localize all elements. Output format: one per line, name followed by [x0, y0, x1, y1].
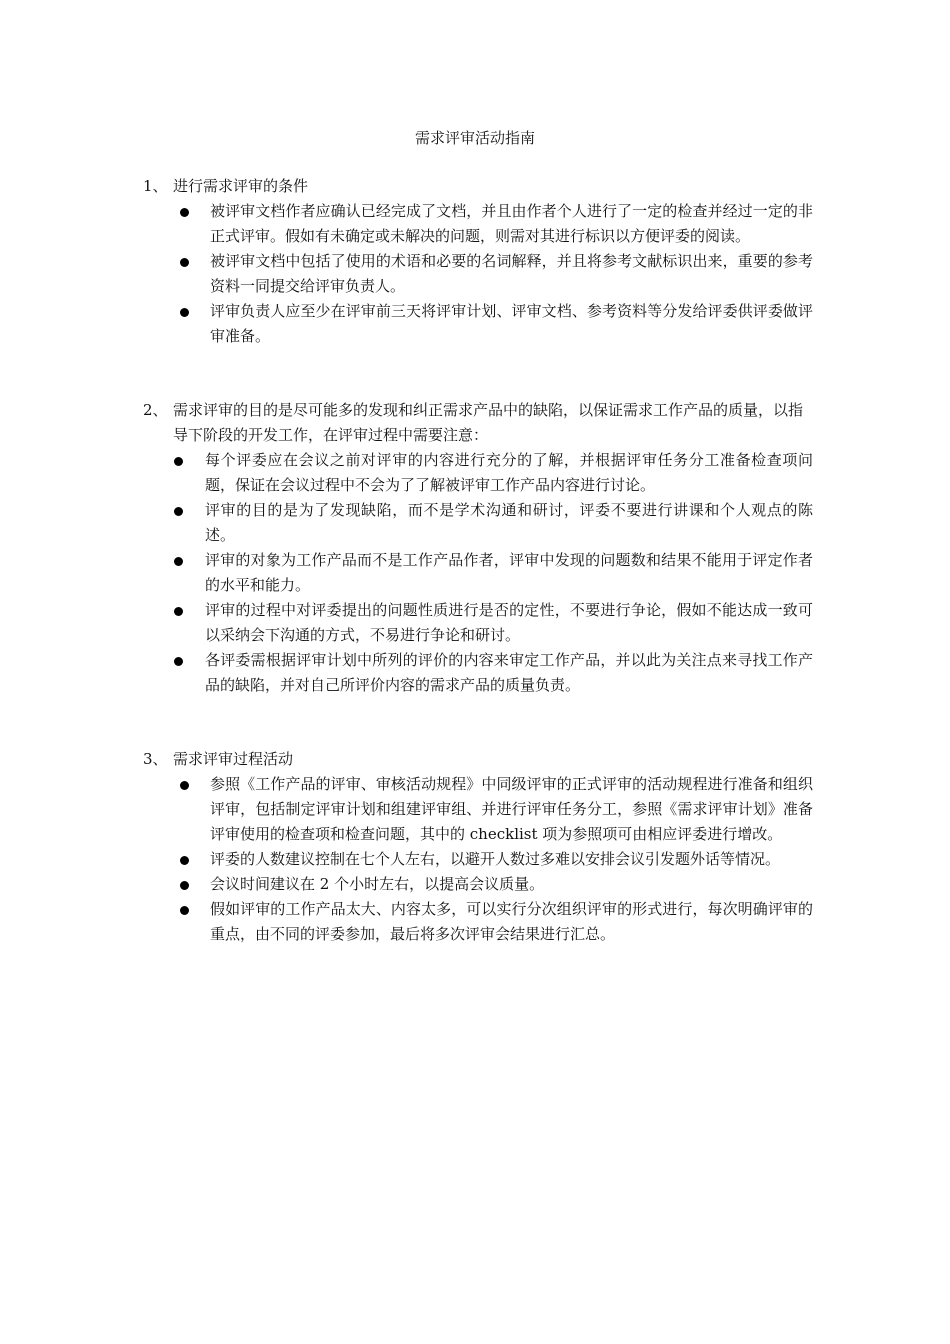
section-number: 2、 [143, 401, 168, 419]
list-item [143, 548, 813, 598]
bullet-dot-icon [180, 208, 189, 217]
list-item [143, 299, 813, 349]
list-item [143, 598, 813, 648]
list-item-text: 评委的人数建议控制在七个人左右，以避开人数过多难以安排会议引发题外话等情况。 [210, 850, 781, 868]
bullet-dot-icon [174, 457, 183, 466]
bullet-dot-icon [174, 607, 183, 616]
list-item [143, 847, 813, 872]
section-heading-text: 需求评审的目的是尽可能多的发现和纠正需求产品中的缺陷，以保证需求工作产品的质量，以指导下阶段的开发工作，在评审过程中需要注意： [173, 401, 804, 444]
bullet-dot-icon [174, 507, 183, 516]
list-item-text: 参照《工作产品的评审、审核活动规程》中同级评审的正式评审的活动规程进行准备和组织评审，包括制定评审计划和组建评审组、并进行评审任务分工，参照《需求评审计划》准备评审使用的检查项和检查问题，其中的 checklist 项为参照项可由相应评委进行增改。 [210, 775, 813, 843]
section-heading-text: 需求评审过程活动 [173, 750, 294, 768]
section-heading [143, 398, 813, 448]
list-item-text: 各评委需根据评审计划中所列的评价的内容来审定工作产品，并以此为关注点来寻找工作产品的缺陷，并对自己所评价内容的需求产品的质量负责。 [205, 651, 813, 694]
list-item-text: 评审负责人应至少在评审前三天将评审计划、评审文档、参考资料等分发给评委供评委做评审准备。 [210, 302, 813, 345]
bullet-dot-icon [180, 906, 189, 915]
list-item-text: 评审的目的是为了发现缺陷，而不是学术沟通和研讨，评委不要进行讲课和个人观点的陈述。 [205, 501, 813, 544]
bullet-list [143, 199, 813, 349]
bullet-dot-icon [180, 308, 189, 317]
list-item-text: 被评审文档中包括了使用的术语和必要的名词解释，并且将参考文献标识出来，重要的参考资料一同提交给评审负责人。 [210, 252, 813, 295]
list-item-text: 被评审文档作者应确认已经完成了文档，并且由作者个人进行了一定的检查并经过一定的非正式评审。假如有未确定或未解决的问题，则需对其进行标识以方便评委的阅读。 [210, 202, 813, 245]
section-number: 3、 [143, 750, 168, 768]
list-item-text: 会议时间建议在 2 个小时左右，以提高会议质量。 [210, 875, 545, 893]
list-item [143, 897, 813, 947]
section-heading [143, 747, 813, 772]
list-item [143, 199, 813, 249]
section-number: 1、 [143, 177, 168, 195]
list-item-text: 评审的过程中对评委提出的问题性质进行是否的定性，不要进行争论，假如不能达成一致可以采纳会下沟通的方式，不易进行争论和研讨。 [205, 601, 813, 644]
bullet-list [143, 772, 813, 947]
list-item-text: 评审的对象为工作产品而不是工作产品作者，评审中发现的问题数和结果不能用于评定作者的水平和能力。 [205, 551, 813, 594]
list-item [143, 772, 813, 847]
section-heading-text: 进行需求评审的条件 [173, 177, 309, 195]
bullet-list [143, 448, 813, 698]
list-item-text: 假如评审的工作产品太大、内容太多，可以实行分次组织评审的形式进行，每次明确评审的重点，由不同的评委参加，最后将多次评审会结果进行汇总。 [210, 900, 813, 943]
bullet-dot-icon [180, 881, 189, 890]
section-heading [143, 174, 813, 199]
document-title: 需求评审活动指南 [414, 129, 535, 147]
bullet-dot-icon [180, 781, 189, 790]
section-process [143, 747, 813, 947]
bullet-dot-icon [174, 657, 183, 666]
list-item [143, 648, 813, 698]
bullet-dot-icon [174, 557, 183, 566]
list-item [143, 249, 813, 299]
bullet-dot-icon [180, 856, 189, 865]
list-item [143, 448, 813, 498]
section-conditions [143, 174, 813, 349]
list-item [143, 498, 813, 548]
list-item-text: 每个评委应在会议之前对评审的内容进行充分的了解，并根据评审任务分工准备检查项问题，保证在会议过程中不会为了了解被评审工作产品内容进行讨论。 [205, 451, 813, 494]
bullet-dot-icon [180, 258, 189, 267]
list-item [143, 872, 813, 897]
section-purpose [143, 398, 813, 698]
